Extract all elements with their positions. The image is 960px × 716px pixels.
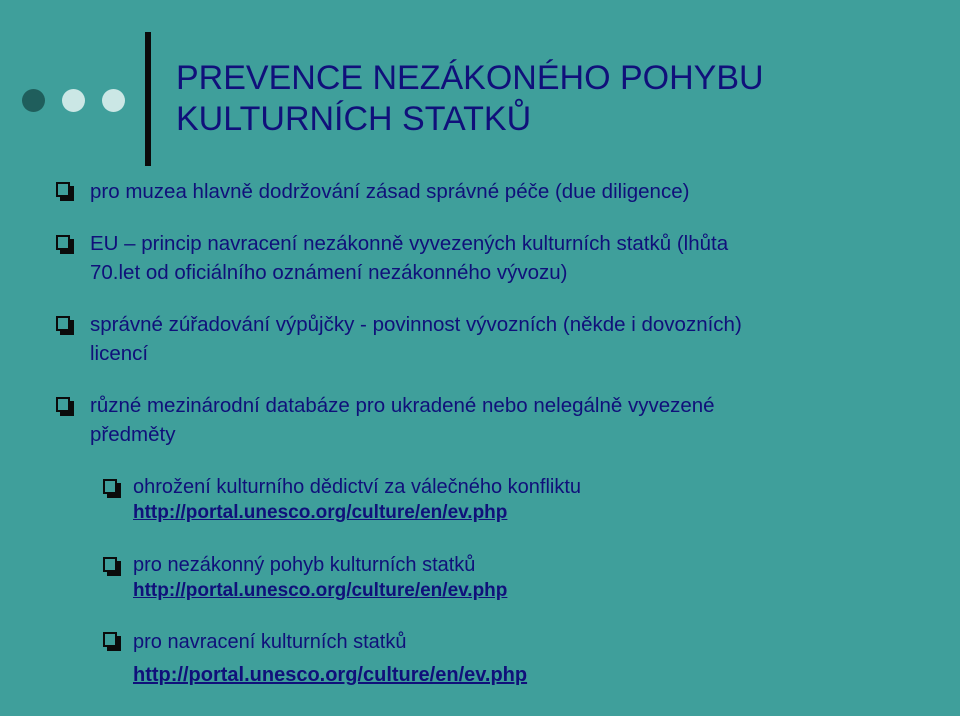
slide-title-line-1: PREVENCE NEZÁKONÉHO POHYBU bbox=[176, 59, 764, 97]
sub-bullet-item-war-conflict bbox=[133, 474, 581, 526]
bullet-text: licencí bbox=[90, 342, 149, 365]
bullet-item-loan-licences bbox=[90, 310, 742, 368]
bullet-text: různé mezinárodní databáze pro ukradené nebo nelegálně vyvezené bbox=[90, 394, 715, 417]
unesco-link[interactable]: http://portal.unesco.org/culture/en/ev.php bbox=[133, 664, 528, 686]
slide-title-line-2: KULTURNÍCH STATKŮ bbox=[176, 100, 532, 138]
bullet-item-due-diligence bbox=[90, 177, 689, 206]
bullet-icon bbox=[56, 235, 70, 250]
slide-title bbox=[176, 58, 764, 140]
sub-bullet-text: pro navracení kulturních statků bbox=[133, 631, 407, 653]
bullet-icon bbox=[56, 397, 70, 412]
decor-dot-dark bbox=[22, 89, 45, 112]
sub-bullet-text: ohrožení kulturního dědictví za válečného konfliktu bbox=[133, 476, 582, 498]
decor-dot-light bbox=[102, 89, 125, 112]
sub-bullet-icon bbox=[103, 479, 117, 494]
sub-bullet-icon bbox=[103, 632, 117, 647]
bullet-icon bbox=[56, 316, 70, 331]
sub-bullet-icon bbox=[103, 557, 117, 572]
title-divider-bar bbox=[145, 32, 151, 166]
bullet-item-databases bbox=[90, 391, 715, 449]
sub-bullet-item-restitution bbox=[133, 627, 527, 693]
bullet-item-eu-principle bbox=[90, 229, 728, 287]
sub-bullet-text: pro nezákonný pohyb kulturních statků bbox=[133, 554, 476, 576]
decor-dot-light bbox=[62, 89, 85, 112]
bullet-text: předměty bbox=[90, 423, 176, 446]
sub-bullet-item-illegal-movement bbox=[133, 552, 507, 604]
unesco-link[interactable]: http://portal.unesco.org/culture/en/ev.php bbox=[133, 580, 508, 601]
bullet-text: správné zúřadování výpůjčky - povinnost vývozních (někde i dovozních) bbox=[90, 313, 742, 336]
bullet-text: 70.let od oficiálního oznámení nezákonného vývozu) bbox=[90, 261, 568, 284]
bullet-text: EU – princip navracení nezákonně vyvezených kulturních statků (lhůta bbox=[90, 232, 729, 255]
bullet-text: pro muzea hlavně dodržování zásad správné péče (due diligence) bbox=[90, 180, 690, 203]
bullet-icon bbox=[56, 182, 70, 197]
unesco-link[interactable]: http://portal.unesco.org/culture/en/ev.php bbox=[133, 502, 508, 523]
